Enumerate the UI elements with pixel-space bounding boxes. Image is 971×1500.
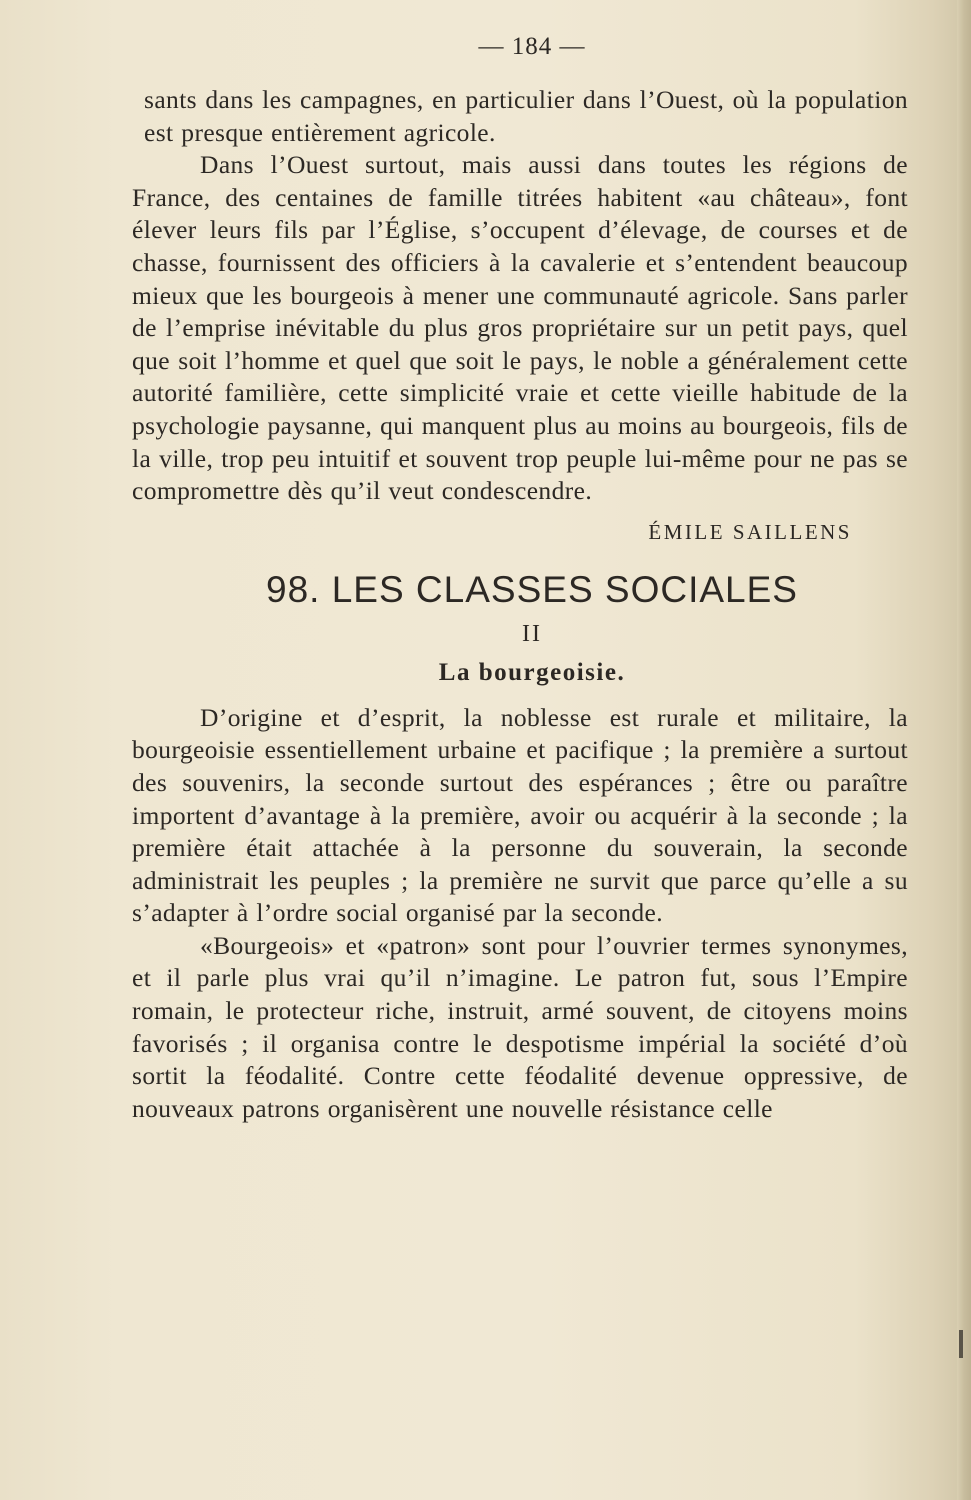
page-edge <box>957 0 971 1500</box>
chapter-subtitle: La bourgeoisie. <box>438 658 626 686</box>
page-content <box>132 30 908 1125</box>
paragraph-nobility: Dans l’Ouest surtout, mais aussi dans toutes les régions de France, des centaines de famille titrées habitent «au château», font élever leurs fils par l’Église, s’occupent d’élevage, de courses et de chasse, fournissent des officiers à la cavalerie et s’entendent beaucoup mieux que les bourgeois à mener une communauté agricole. Sans parler de l’emprise inévitable du plus gros propriétaire sur un petit pays, quel que soit l’homme et quel que soit le pays, le noble a généralement cette autorité familière, cette simplicité vraie et cette vieille habitude de la psychologie paysanne, qui manquent plus au moins au bourgeois, fils de la ville, trop peu intuitif et souvent trop peuple lui-même pour ne pas se compromettre dès qu’il veut condescendre. <box>132 150 908 506</box>
chapter-part-number: II <box>522 620 542 647</box>
paragraph-bourgeoisie: D’origine et d’esprit, la noblesse est rurale et militaire, la bourgeoisie essentiellement urbaine et pacifique ; la première a surtout des souvenirs, la seconde surtout des espérances ; être ou paraître importent d’avantage à la première, avoir ou acquérir à la seconde ; la première était attachée à la personne du souverain, la seconde administrait les peuples ; la première ne survit que parce qu’elle a su s’adapter à l’ordre social organisé par la seconde. <box>132 702 908 928</box>
page-number: — 184 — <box>478 33 586 60</box>
chapter-title: 98. LES CLASSES SOCIALES <box>266 568 798 610</box>
paragraph-continued: sants dans les campagnes, en particulier dans l’Ouest, où la population est presque entièrement agricole. <box>144 85 908 147</box>
edge-mark <box>959 1330 963 1358</box>
author-signature: ÉMILE SAILLENS <box>648 519 852 544</box>
paragraph-patron: «Bourgeois» et «patron» sont pour l’ouvrier termes synonymes, et il parle plus vrai qu’il n’imagine. Le patron fut, sous l’Empire romain, le protecteur riche, instruit, armé souvent, de citoyens moins favorisés ; il organisa contre le despotisme impérial la société d’où sortit la féodalité. Contre cette féodalité devenue oppressive, de nouveaux patrons organisèrent une nouvelle résistance celle <box>132 930 908 1123</box>
